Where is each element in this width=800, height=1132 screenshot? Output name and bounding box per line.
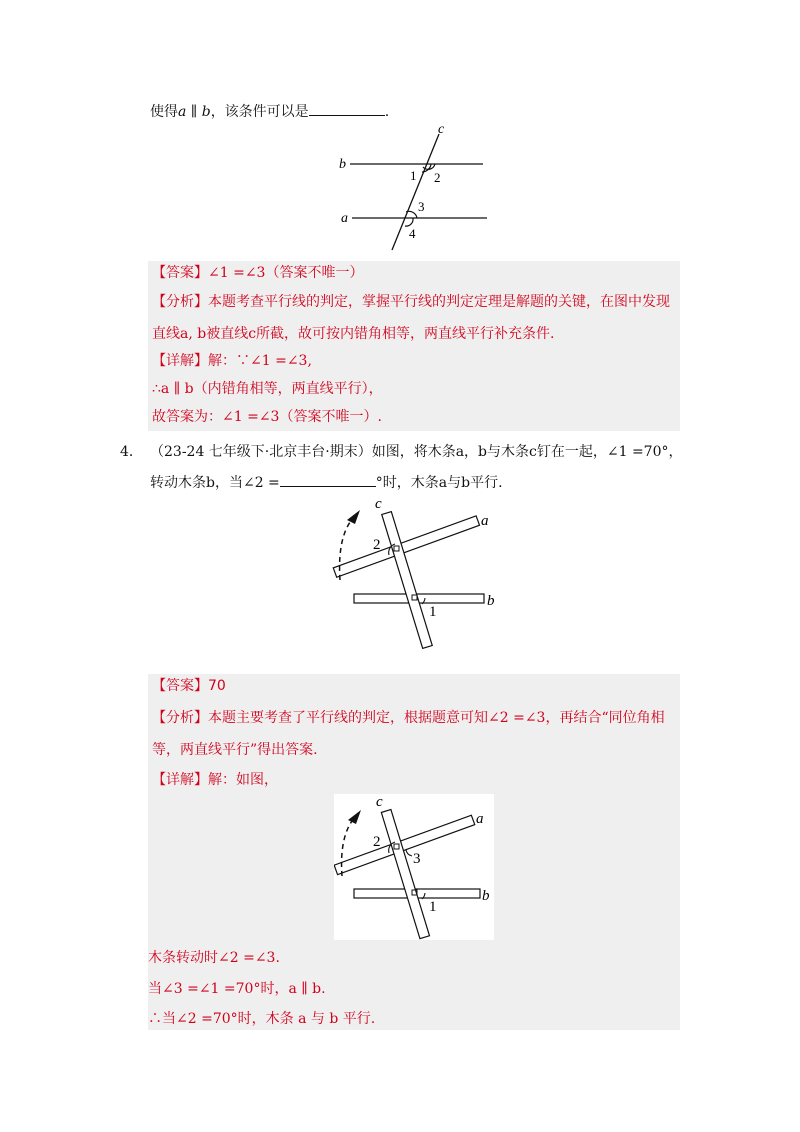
label-b: b: [487, 593, 495, 609]
q4-stem-suffix: °时，木条a与b平行.: [375, 475, 503, 491]
q3-detail-line2: ∴a ∥ b（内错角相等，两直线平行），: [152, 381, 383, 397]
analysis-tag: 【分析】: [152, 710, 208, 726]
label-b: b: [339, 157, 346, 172]
q3-detail-line3: 故答案为：∠1 =∠3（答案不唯一）.: [152, 409, 382, 425]
q4-analysis-line2: 等，两直线平行”得出答案.: [152, 742, 318, 758]
label-1: 1: [429, 604, 437, 620]
answer-tag: 【答案】: [152, 265, 208, 281]
label-a: a: [476, 811, 484, 827]
q4-number: 4．: [120, 444, 143, 460]
label-4: 4: [409, 226, 416, 241]
label-2: 2: [434, 170, 441, 185]
q4-detail-line2: 木条转动时∠2 =∠3.: [148, 950, 280, 966]
stick-c: [382, 512, 432, 649]
label-3: 3: [413, 851, 421, 867]
angle3-arc: [406, 850, 412, 856]
detail-text: 解：∵∠1 =∠3,: [208, 353, 312, 369]
q4-solution-figure-panel: [334, 794, 494, 940]
q3-stem-suffix: ，该条件可以是: [210, 104, 309, 120]
analysis-text: 本题主要考查了平行线的判定，根据题意可知∠2 =∠3，再结合“同位角相: [208, 710, 665, 726]
answer-tag: 【答案】: [152, 678, 208, 694]
line-c: [392, 134, 439, 250]
q4-stem-prefix: 转动木条b，当∠2 =: [150, 475, 280, 491]
q4-answer-blank: [280, 472, 376, 487]
q3-answer-block: [148, 261, 680, 431]
q4-analysis-line1: [152, 708, 665, 728]
detail-tag: 【详解】: [152, 353, 208, 369]
analysis-text: 本题考查平行线的判定，掌握平行线的判定定理是解题的关键，在图中发现: [208, 294, 670, 310]
label-a: a: [341, 211, 348, 226]
label-2: 2: [373, 834, 381, 850]
q4-stem-line2: [150, 472, 503, 493]
answer-text: 70: [208, 678, 226, 694]
label-a: a: [481, 513, 489, 529]
q3-analysis-line2: 直线a, b被直线c所截，故可按内错角相等，两直线平行补充条件.: [152, 326, 555, 342]
answer-text: ∠1 =∠3（答案不唯一）: [208, 265, 364, 281]
q4-stem-line1: （23-24 七年级下·北京丰台·期末）如图，将木条a，b与木条c钉在一起，∠1 =70°，: [150, 444, 683, 460]
q3-answer-line: [152, 263, 363, 283]
q4-detail-line3: 当∠3 =∠1 =70°时，a ∥ b.: [148, 981, 326, 997]
stick-c: [381, 810, 429, 939]
q3-stem: [150, 101, 389, 122]
q3-analysis-line1: [152, 292, 670, 312]
detail-tag: 【详解】: [152, 772, 208, 788]
q4-figure: [325, 492, 510, 652]
q3-detail-line1: [152, 351, 312, 371]
q4-answer-block: [148, 674, 680, 1030]
q4-answer-line: [152, 676, 226, 696]
rotation-arrowhead: [347, 510, 360, 524]
label-3: 3: [418, 199, 425, 214]
q4-solution-figure: [334, 794, 494, 940]
q3-answer-blank: [309, 101, 385, 116]
detail-text: 解：如图，: [208, 772, 278, 788]
label-b: b: [482, 888, 490, 904]
analysis-tag: 【分析】: [152, 294, 208, 310]
angle4-arc: [405, 218, 413, 226]
q4-detail-line4: ∴当∠2 =70°时，木条 a 与 b 平行.: [148, 1011, 376, 1027]
label-1: 1: [410, 168, 417, 183]
label-1: 1: [429, 899, 437, 915]
q3-stem-math: a ∥ b: [178, 104, 211, 120]
label-c: c: [438, 122, 445, 137]
q3-stem-prefix: 使得: [150, 104, 178, 120]
q3-stem-end: .: [384, 104, 390, 120]
label-c: c: [376, 794, 383, 810]
label-c: c: [375, 496, 382, 512]
label-2: 2: [373, 537, 381, 553]
q4-detail-line: [152, 770, 278, 790]
rotation-arrowhead: [348, 810, 361, 824]
q3-figure: [335, 120, 500, 255]
